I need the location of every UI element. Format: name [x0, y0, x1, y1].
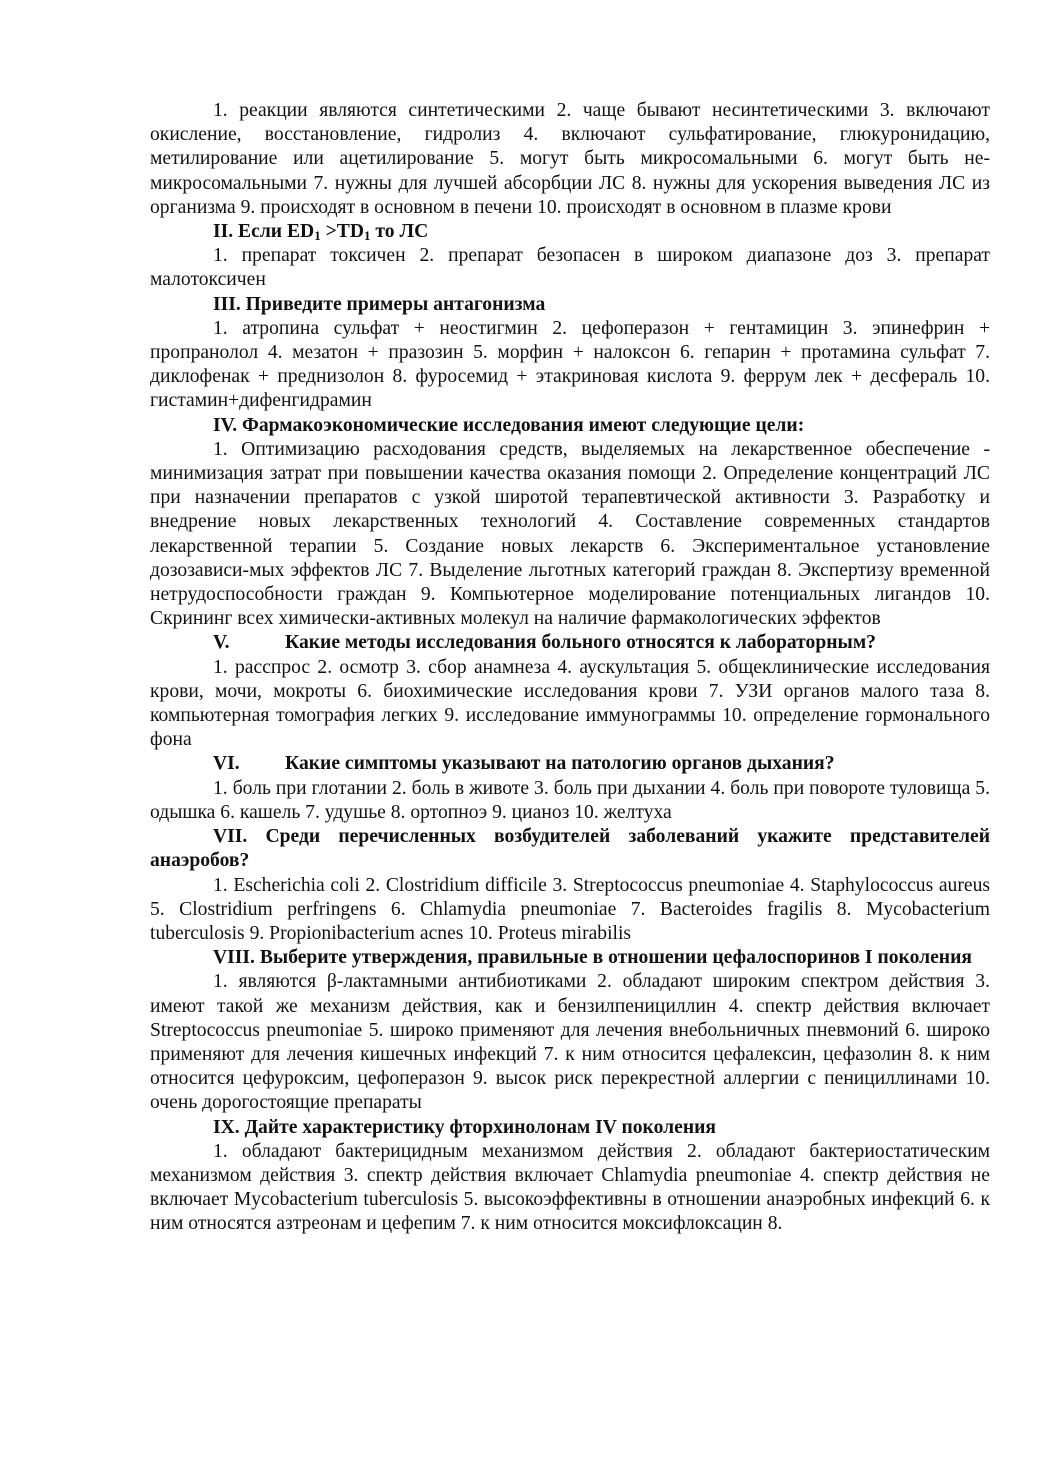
- question-2-part-3: то ЛС: [370, 221, 429, 243]
- question-2-subscript-1: 1: [314, 228, 321, 244]
- question-6-text: Какие симптомы указывают на патологию органов дыхания?: [285, 753, 835, 775]
- answer-list-1: 1. реакции являются синтетическими 2. чаще бывают несинтетическими 3. включают окисление, восстановление, гидролиз 4. включают сульфатирование, глюкуронидацию, метилирование или ацетилирование 5. могут быть микросомальными 6. могут быть не-микросомальными 7. нужны для лучшей абсорбции ЛС 8. нужны для ускорения выведения ЛС из организма 9. происходят в основном в печени 10. происходят в основном в плазме крови: [150, 100, 990, 218]
- answer-list-4: 1. Оптимизацию расходования средств, выделяемых на лекарственное обеспечение - минимизация затрат при повышении качества оказания помощи 2. Определение концентраций ЛС при назначении препаратов с узкой широтой терапевтической активности 3. Разработку и внедрение новых лекарственных технологий 4. Составление современных стандартов лекарственной терапии 5. Создание новых лекарств 6. Экспериментальное установление дозозависи-мых эффектов ЛС 7. Выделение льготных категорий граждан 8. Экспертизу временной нетрудоспособности граждан 9. Компьютерное моделирование потенциальных лигандов 10. Скрининг всех химически-активных молекул на наличие фармакологических эффектов: [150, 438, 990, 630]
- question-6-number: VI.: [213, 753, 240, 775]
- question-9-heading: IX. Дайте характеристику фторхинолонам IV поколения: [213, 1116, 716, 1138]
- answer-list-9: 1. обладают бактерицидным механизмом действия 2. обладают бактериостатическим механизмом действия 3. спектр действия включает Chlamydia pneumoniae 4. спектр действия не включает Mycobacterium tuberculosis 5. высокоэффективны в отношении анаэробных инфекций 6. к ним относятся азтреонам и цефепим 7. к ним относится моксифлоксацин 8.: [150, 1140, 990, 1235]
- question-2-part-1: II. Если ED: [213, 221, 315, 243]
- answer-list-7: 1. Escherichia coli 2. Clostridium difficile 3. Streptococcus pneumoniae 4. Staphylococcus aureus 5. Clostridium perfringens 6. Chlamydia pneumoniae 7. Bacteroides fragilis 8. Mycobacterium tuberculosis 9. Propionibacterium acnes 10. Proteus mirabilis: [150, 874, 990, 944]
- answer-list-8: 1. являются β-лактамными антибиотиками 2. обладают широким спектром действия 3. имеют такой же механизм действия, как и бензилпенициллин 4. спектр действия включает Streptococcus pneumoniae 5. широко применяют для лечения внебольничных пневмоний 6. широко применяют для лечения кишечных инфекций 7. к ним относится цефалексин, цефазолин 8. к ним относится цефуроксим, цефоперазон 9. высок риск перекрестной аллергии с пенициллинами 10. очень дорогостоящие препараты: [150, 971, 990, 1114]
- question-2-subscript-2: 1: [364, 228, 371, 244]
- answer-list-3: 1. атропина сульфат + неостигмин 2. цефоперазон + гентамицин 3. эпинефрин + пропранолол 4. мезатон + празозин 5. морфин + налоксон 6. гепарин + протамина сульфат 7. диклофенак + преднизолон 8. фуросемид + этакриновая кислота 9. феррум лек + десфераль 10. гистамин+дифенгидрамин: [150, 317, 990, 412]
- answer-list-6: 1. боль при глотании 2. боль в животе 3. боль при дыхании 4. боль при повороте туловища 5. одышка 6. кашель 7. удушье 8. ортопноэ 9. цианоз 10. желтуха: [150, 777, 990, 823]
- question-2-heading: [150, 220, 990, 244]
- question-7-heading: VII. Среди перечисленных возбудителей заболеваний укажите представителей анаэробов?: [150, 826, 990, 872]
- answer-list-5: 1. расспрос 2. осмотр 3. сбор анамнеза 4. аускультация 5. общеклинические исследования крови, мочи, мокроты 6. биохимические исследования крови 7. УЗИ органов малого таза 8. компьютерная томография легких 9. исследование иммунограммы 10. определение гормонального фона: [150, 656, 990, 751]
- question-5-number: V.: [213, 632, 230, 654]
- question-2-part-2: >TD: [320, 221, 365, 243]
- question-5-text: Какие методы исследования больного относятся к лабораторным?: [285, 632, 876, 654]
- question-6-heading: [150, 752, 990, 776]
- document-page: [150, 99, 990, 1237]
- question-5-heading: [150, 631, 990, 655]
- question-8-heading: VIII. Выберите утверждения, правильные в отношении цефалоспоринов I поколения: [213, 947, 972, 969]
- question-4-heading: IV. Фармакоэкономические исследования имеют следующие цели:: [213, 414, 805, 436]
- answer-list-2: 1. препарат токсичен 2. препарат безопасен в широком диапазоне доз 3. препарат малотоксичен: [150, 245, 990, 291]
- question-3-heading: III. Приведите примеры антагонизма: [213, 293, 546, 315]
